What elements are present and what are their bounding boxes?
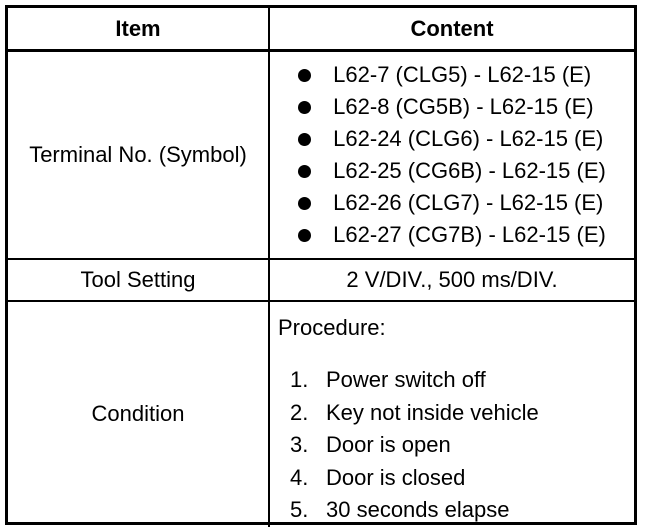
header-item: Item xyxy=(8,8,270,52)
terminal-item xyxy=(298,187,606,219)
step-number: 3. xyxy=(290,432,309,458)
step-number: 1. xyxy=(290,367,309,393)
terminal-text: L62-26 (CLG7) - L62-15 (E) xyxy=(333,190,604,215)
terminal-text: L62-25 (CG6B) - L62-15 (E) xyxy=(333,158,606,183)
bullet-icon xyxy=(298,165,311,178)
step-number: 4. xyxy=(290,464,309,490)
terminal-list xyxy=(298,59,606,251)
condition-label: Condition xyxy=(8,302,270,527)
procedure-step xyxy=(290,364,539,397)
tool-setting-value: 2 V/DIV., 500 ms/DIV. xyxy=(270,260,634,302)
step-text: 30 seconds elapse xyxy=(326,497,510,523)
step-text: Door is closed xyxy=(326,464,466,490)
bullet-icon xyxy=(298,229,311,242)
procedure-step xyxy=(290,462,539,495)
procedure-label: Procedure: xyxy=(278,315,386,340)
terminal-text: L62-27 (CG7B) - L62-15 (E) xyxy=(333,222,606,247)
step-number: 5. xyxy=(290,497,309,523)
procedure-step xyxy=(290,397,539,430)
tool-setting-label: Tool Setting xyxy=(8,260,270,302)
terminal-text: L62-7 (CLG5) - L62-15 (E) xyxy=(333,62,592,87)
procedure-step xyxy=(290,429,539,462)
step-number: 2. xyxy=(290,399,309,425)
terminal-item xyxy=(298,155,606,187)
procedure-list xyxy=(278,364,539,527)
bullet-icon xyxy=(298,197,311,210)
procedure-step xyxy=(290,494,539,527)
terminal-text: L62-24 (CLG6) - L62-15 (E) xyxy=(333,126,604,151)
terminal-item xyxy=(298,123,606,155)
step-text: Door is open xyxy=(326,432,451,458)
step-text: Key not inside vehicle xyxy=(326,399,539,425)
bullet-icon xyxy=(298,101,311,114)
terminal-item xyxy=(298,91,606,123)
terminal-text: L62-8 (CG5B) - L62-15 (E) xyxy=(333,94,594,119)
header-content: Content xyxy=(270,8,634,52)
terminal-label: Terminal No. (Symbol) xyxy=(8,52,270,260)
condition-content xyxy=(270,302,634,527)
step-text: Power switch off xyxy=(326,367,486,393)
terminal-item xyxy=(298,219,606,251)
bullet-icon xyxy=(298,69,311,82)
terminal-item xyxy=(298,59,606,91)
terminal-content xyxy=(270,52,634,260)
bullet-icon xyxy=(298,133,311,146)
spec-table xyxy=(5,5,637,525)
